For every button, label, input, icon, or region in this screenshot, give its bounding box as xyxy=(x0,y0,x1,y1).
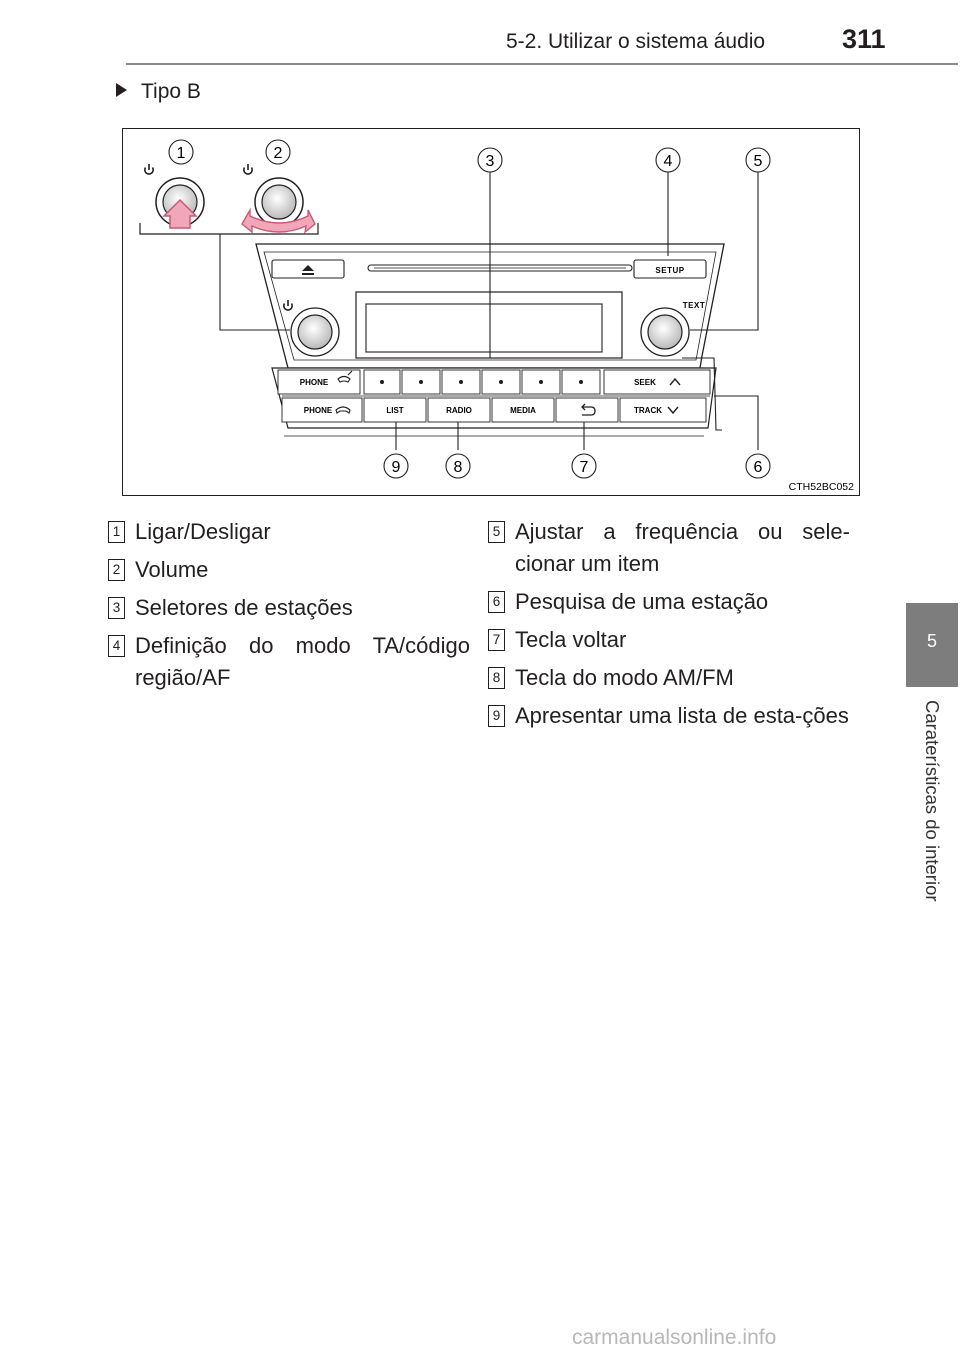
watermark: carmanualsonline.info xyxy=(572,1326,777,1349)
legend-number: 3 xyxy=(108,597,125,619)
figure-code: CTH52BC052 xyxy=(788,481,854,493)
legend-item xyxy=(108,516,470,548)
legend-number: 4 xyxy=(108,635,125,657)
legend-text: Ligar/Desligar xyxy=(135,519,271,544)
legend-number: 5 xyxy=(488,521,505,543)
callout-8 xyxy=(446,454,470,478)
legend-number: 1 xyxy=(108,521,125,543)
subhead-text: Tipo B xyxy=(141,80,201,103)
svg-text:9: 9 xyxy=(391,459,401,476)
preset-dot-icon xyxy=(579,380,583,384)
text-label: TEXT xyxy=(682,301,706,310)
seek-label: SEEK xyxy=(634,378,656,387)
power-volume-knob[interactable] xyxy=(291,308,339,356)
svg-text:1: 1 xyxy=(176,145,186,162)
legend-text: Tecla voltar xyxy=(515,627,627,652)
legend-number: 8 xyxy=(488,667,505,689)
svg-text:3: 3 xyxy=(485,153,495,170)
callout-6 xyxy=(746,454,770,478)
svg-text:6: 6 xyxy=(753,459,763,476)
legend-item xyxy=(488,700,850,732)
preset-dot-icon xyxy=(459,380,463,384)
legend-left-column xyxy=(108,516,470,700)
triangle-bullet-icon xyxy=(116,83,127,97)
callout-1 xyxy=(169,140,193,164)
chapter-side-label: Caraterísticas do interior xyxy=(922,700,943,902)
legend-text: Apresentar uma lista de esta-ções xyxy=(515,703,849,728)
callout-4 xyxy=(656,148,680,172)
legend-text: Pesquisa de uma estação xyxy=(515,589,769,614)
subhead xyxy=(116,80,201,104)
callout-7 xyxy=(572,454,596,478)
legend-text: Volume xyxy=(135,557,209,582)
preset-buttons xyxy=(364,370,600,394)
legend-text: Definição do modo TA/código região/AF xyxy=(135,633,470,690)
svg-text:8: 8 xyxy=(453,459,463,476)
legend-number: 2 xyxy=(108,559,125,581)
radio-label: RADIO xyxy=(446,406,472,415)
callout-2 xyxy=(266,140,290,164)
legend-item xyxy=(488,586,850,618)
media-label: MEDIA xyxy=(510,406,536,415)
svg-text:7: 7 xyxy=(579,459,589,476)
legend-number: 9 xyxy=(488,705,505,727)
page-number: 311 xyxy=(842,24,886,54)
legend-number: 7 xyxy=(488,629,505,651)
callout-5 xyxy=(746,148,770,172)
phone-top-label: PHONE xyxy=(299,378,329,387)
legend-text: Ajustar a frequência ou sele-cionar um item xyxy=(515,519,850,576)
chapter-tab xyxy=(906,603,958,687)
setup-label: SETUP xyxy=(655,266,685,275)
svg-text:5: 5 xyxy=(753,153,763,170)
tune-select-knob[interactable] xyxy=(641,308,689,356)
audio-panel-figure xyxy=(122,128,860,496)
preset-dot-icon xyxy=(419,380,423,384)
track-button[interactable] xyxy=(620,398,706,422)
track-label: TRACK xyxy=(634,406,662,415)
svg-text:4: 4 xyxy=(663,153,673,170)
phone-bottom-label: PHONE xyxy=(303,406,333,415)
legend-item xyxy=(488,516,850,580)
legend-text: Seletores de estações xyxy=(135,595,353,620)
legend-item xyxy=(488,662,850,694)
callout-3 xyxy=(478,148,502,172)
svg-text:2: 2 xyxy=(273,145,283,162)
legend-item xyxy=(108,592,470,624)
seek-button[interactable] xyxy=(604,370,710,394)
header-rule xyxy=(126,63,958,65)
preset-dot-icon xyxy=(539,380,543,384)
legend-right-column xyxy=(488,516,850,738)
legend-item xyxy=(488,624,850,656)
legend-item xyxy=(108,630,470,694)
legend-text: Tecla do modo AM/FM xyxy=(515,665,734,690)
legend-item xyxy=(108,554,470,586)
callout-9 xyxy=(384,454,408,478)
legend-number: 6 xyxy=(488,591,505,613)
chapter-number: 5 xyxy=(926,631,937,651)
preset-dot-icon xyxy=(380,380,384,384)
list-label: LIST xyxy=(386,406,404,415)
header-section-title: 5-2. Utilizar o sistema áudio xyxy=(506,30,766,53)
preset-dot-icon xyxy=(499,380,503,384)
back-button[interactable] xyxy=(556,398,618,422)
